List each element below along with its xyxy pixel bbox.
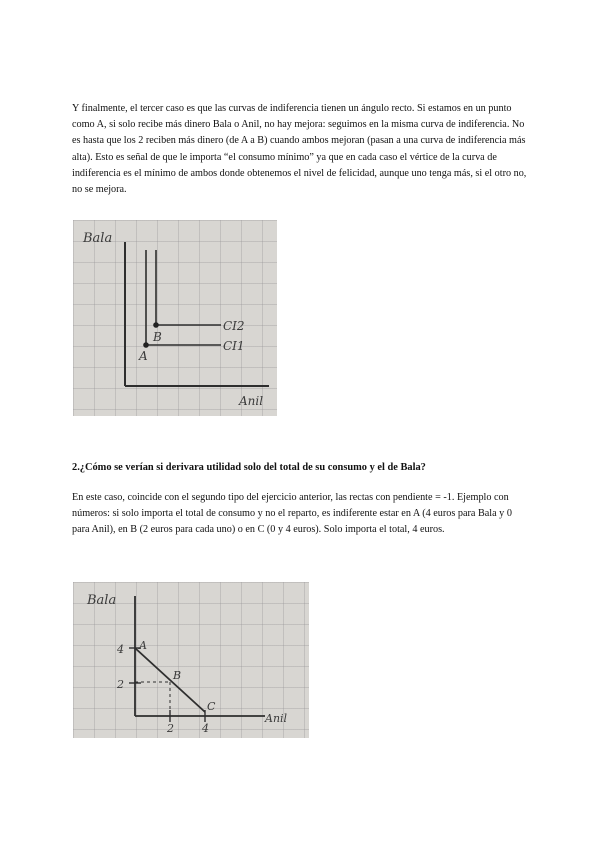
x-tick-4-label: 4 xyxy=(202,722,209,735)
figure-leontief-indifference-photo xyxy=(73,220,277,416)
paragraph-perfect-substitutes: En este caso, coincide con el segundo tipo del ejercicio anterior, las rectas con pendiente = -1. Ejemplo con números: si solo importa el total de consumo y no el reparto, es indiferente estar en A (4 euros para Bala y 0 para Anil), en B (2 euros para cada uno) o en C (0 y 4 euros). Solo importa el total, 4 euros. xyxy=(72,492,512,536)
point-b-label: B xyxy=(153,330,162,344)
point-a-label: A xyxy=(139,349,148,363)
figure-perfect-substitutes-photo xyxy=(73,582,309,738)
leontief-diagram xyxy=(73,220,277,416)
y-tick-2-label: 2 xyxy=(117,678,124,691)
paragraph-right-angle-curves: Y finalmente, el tercer caso es que las curvas de indiferencia tienen un ángulo recto. Si estamos en un punto como A, si solo recibe más dinero Bala o Anil, no hay mejora: seguimos en la misma curva de indiferencia. No es hasta que los 2 reciben más dinero (de A a B) cuando ambos mejoran (pasan a una curva de indiferencia más alta). Esto es señal de que le importa “el consumo mínimo” ya que en cada caso el vértice de la curva de indiferencia es el mínimo de ambos donde obtenemos el nivel de felicidad, aunque uno tenga más, si el otro no, no se mejora. xyxy=(72,103,527,196)
point-c-label: C xyxy=(207,700,216,713)
x-axis-label: Anil xyxy=(239,394,264,408)
x-tick-2-label: 2 xyxy=(167,722,174,735)
y-axis-label: Bala xyxy=(87,593,117,608)
section-heading-2: 2.¿Cómo se verían si derivara utilidad solo del total de su consumo y el de Bala? xyxy=(72,462,426,473)
substitutes-diagram xyxy=(73,582,309,738)
point-b-dot xyxy=(153,322,159,328)
y-axis-label: Bala xyxy=(83,231,113,246)
point-a-label: A xyxy=(139,639,147,652)
y-tick-4-label: 4 xyxy=(117,643,124,656)
ci2-label: CI2 xyxy=(223,319,245,333)
x-axis-label: Anil xyxy=(265,712,288,725)
point-a-dot xyxy=(143,342,149,348)
point-b-label: B xyxy=(173,669,182,682)
ci1-label: CI1 xyxy=(223,339,245,353)
